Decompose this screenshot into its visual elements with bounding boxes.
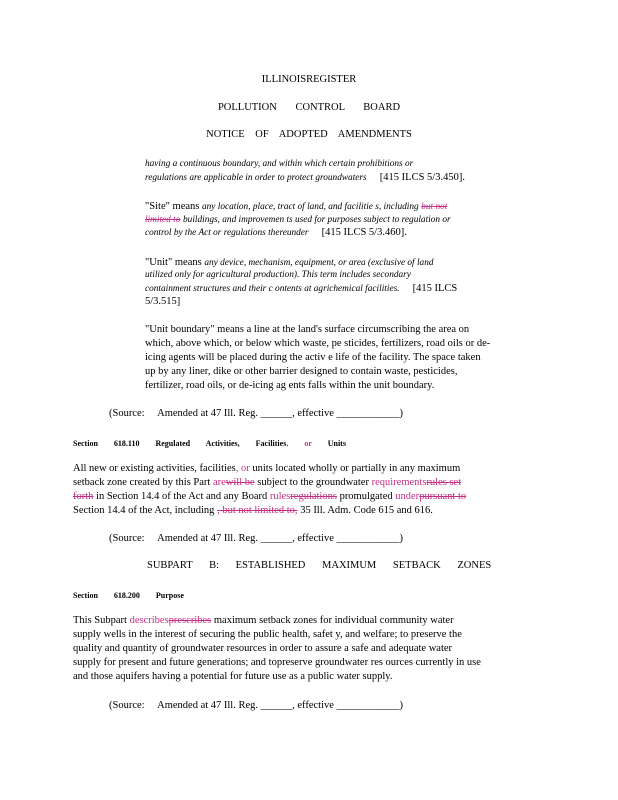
inserted-text: requirements (371, 477, 427, 488)
source-label: (Source: (109, 408, 145, 419)
def-unit-line-4: 5/3.515] (145, 296, 181, 307)
def-unit-line-3 (145, 282, 457, 296)
body-text: This Subpart (73, 615, 127, 626)
struck-text: limited to (145, 215, 181, 225)
section-618-110-heading (73, 437, 346, 450)
def-site-cont-line-2 (145, 171, 465, 185)
subpart-b-title: SUBPART B: ESTABLISHED MAXIMUM SETBACK ZONES (147, 560, 492, 571)
def-unit-line-2: utilized only for agricultural production). This term includes secondary (145, 270, 411, 280)
section-200-line-5: and those aquifers having a potential for future use as a public water supply. (73, 671, 393, 682)
body-text: Section 14.4 of the Act, including (73, 505, 215, 516)
body-text: units located wholly or partially in any maximum (252, 463, 461, 474)
struck-text: , but not limited to, (217, 505, 298, 516)
section-110-line-4 (73, 504, 433, 517)
agency-title: POLLUTION CONTROL BOARD (217, 102, 401, 113)
section-110-line-1 (73, 462, 460, 475)
struck-text: rules set (426, 477, 462, 488)
body-text: setback zone created by this Part (73, 477, 211, 488)
source-label: (Source: (109, 533, 145, 544)
def-unit-boundary-line-4: up by any liner, dike or other barrier designed to contain waste, pesticides, (145, 366, 458, 377)
inserted-text: under (395, 491, 420, 502)
def-text: containment structures and their c ontents at agrichemical facilities. (145, 284, 400, 294)
inserted-text: describes (129, 615, 169, 626)
def-text: control by the Act or regulations thereunder (145, 228, 309, 238)
section-110-line-2 (73, 476, 461, 489)
statute-citation: [415 ILCS (412, 283, 458, 294)
def-unit-boundary-line-3: icing agents will be placed during the activ e life of the facility. The space taken (145, 352, 481, 363)
source-label: (Source: (109, 700, 145, 711)
defined-term: "Site" means (145, 201, 200, 212)
source-text: Amended at 47 Ill. Reg. ______, effective ____________) (157, 700, 404, 711)
source-note (109, 407, 403, 420)
def-text: any location, place, tract of land, and facilitie s, including (201, 202, 419, 212)
section-200-line-2: supply wells in the interest of securing the public health, safet y, and welfare; to preserve the (73, 629, 462, 640)
def-site-line-2 (145, 213, 451, 227)
def-text: any device, mechanism, equipment, or area (exclusive of land (204, 258, 434, 268)
section-200-line-1 (73, 614, 454, 627)
body-text: subject to the groundwater (257, 477, 369, 488)
source-note (109, 532, 403, 545)
body-text: All new or existing activities, facilities (73, 463, 236, 474)
notice-title: NOTICE OF ADOPTED AMENDMENTS (206, 129, 412, 140)
struck-text: regulations (290, 491, 337, 502)
def-site-cont-line-1: having a continuous boundary, and within which certain prohibitions or (145, 159, 414, 169)
defined-term: "Unit" means (145, 257, 202, 268)
section-200-line-4: supply for present and future generations; and topreserve groundwater res ources currently in use (73, 657, 481, 668)
inserted-text: are (212, 477, 226, 488)
def-unit-line-1 (145, 256, 434, 270)
heading-text: Section 618.110 Regulated Activities, Facilities (73, 439, 287, 448)
section-618-200-heading: Section 618.200 Purpose (73, 591, 184, 600)
inserted-text: , or (286, 439, 312, 448)
source-text: Amended at 47 Ill. Reg. ______, effective ____________) (157, 533, 404, 544)
def-site-line-1 (145, 200, 447, 214)
body-text: maximum setback zones for individual community water (213, 615, 454, 626)
def-unit-boundary-line-1: "Unit boundary" means a line at the land's surface circumscribing the area on (145, 324, 470, 335)
inserted-text: rules (269, 491, 291, 502)
statute-citation: [415 ILCS 5/3.450]. (379, 172, 465, 183)
def-unit-boundary-line-2: which, above which, or below which waste, pe sticides, fertilizers, road oils or de- (145, 338, 491, 349)
struck-text: but not (421, 202, 448, 212)
def-text: regulations are applicable in order to protect groundwaters (145, 173, 367, 183)
section-110-line-3 (73, 490, 466, 503)
inserted-text: , or (235, 463, 250, 474)
struck-text: prescribes (168, 615, 212, 626)
heading-text: Units (327, 439, 346, 448)
body-text: promulgated (339, 491, 393, 502)
struck-text: forth (73, 491, 94, 502)
statute-citation: [415 ILCS 5/3.460]. (321, 227, 407, 238)
body-text: in Section 14.4 of the Act and any Board (96, 491, 268, 502)
section-200-line-3: quality and quantity of groundwater resources in order to assure a safe and adequate water (73, 643, 453, 654)
struck-text: pursuant to (419, 491, 467, 502)
source-note (109, 699, 403, 712)
def-site-line-3 (145, 226, 407, 240)
body-text: 35 Ill. Adm. Code 615 and 616. (300, 505, 433, 516)
def-unit-boundary-line-5: fertilizer, road oils, or de-icing ag ents falls within the unit boundary. (145, 380, 435, 391)
struck-text: will be (225, 477, 255, 488)
def-text: buildings, and improvemen ts used for purposes subject to regulation or (183, 215, 451, 225)
register-title: ILLINOISREGISTER (261, 74, 357, 85)
source-text: Amended at 47 Ill. Reg. ______, effective ____________) (157, 408, 404, 419)
